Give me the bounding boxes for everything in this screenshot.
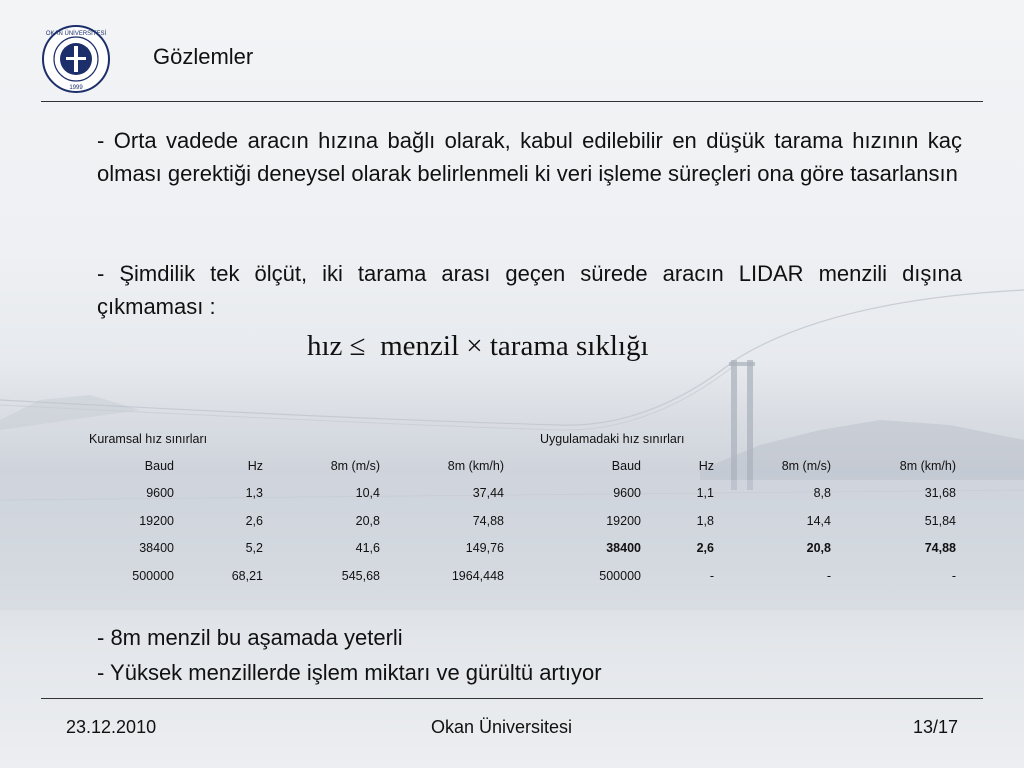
- table-cell: 545,68: [341, 568, 380, 583]
- table-cell: 38400: [606, 541, 641, 556]
- table-row: [540, 562, 956, 590]
- header-cell: 8m (km/h): [447, 458, 504, 473]
- table-left-header-row: [89, 452, 504, 480]
- table-cell: 9600: [613, 486, 641, 501]
- table-cell: 5,2: [245, 541, 263, 556]
- table-cell: 74,88: [472, 513, 504, 528]
- footer-page-number: 13/17: [913, 717, 959, 737]
- table-cell: -: [951, 568, 956, 583]
- table-cell: 500000: [132, 568, 174, 583]
- table-cell: 8,8: [813, 486, 831, 501]
- table-cell: 41,6: [355, 541, 380, 556]
- footer-date: 23.12.2010: [66, 717, 157, 737]
- header-cell: Baud: [611, 458, 641, 473]
- university-logo: [41, 24, 111, 94]
- table-row: [89, 535, 504, 563]
- table-cell: 1,1: [696, 486, 714, 501]
- table-right-caption: Uygulamadaki hız sınırları: [540, 432, 685, 446]
- table-cell: 20,8: [355, 513, 380, 528]
- table-cell: 31,68: [924, 486, 956, 501]
- table-cell: 37,44: [472, 486, 504, 501]
- table-cell: 20,8: [806, 541, 831, 556]
- table-cell: 1,8: [696, 513, 714, 528]
- footer-divider: [41, 698, 983, 699]
- table-row: [89, 480, 504, 508]
- table-cell: 74,88: [924, 541, 956, 556]
- footer-institution: Okan Üniversitesi: [431, 717, 573, 737]
- header-cell: 8m (m/s): [781, 458, 831, 473]
- table-cell: 2,6: [696, 541, 714, 556]
- table-row-highlighted: [540, 535, 956, 563]
- table-left-caption: Kuramsal hız sınırları: [89, 432, 208, 446]
- logo-text: OKAN ÜNİVERSİTESİ: [45, 31, 107, 37]
- table-cell: 38400: [139, 541, 174, 556]
- table-left: [89, 452, 504, 590]
- table-cell: 68,21: [231, 568, 263, 583]
- table-row: [89, 562, 504, 590]
- table-cell: -: [709, 568, 714, 583]
- table-cell: 1964,448: [451, 568, 504, 583]
- table-cell: 149,76: [465, 541, 504, 556]
- table-row: [540, 507, 956, 535]
- header-divider: [41, 101, 983, 102]
- table-row: [540, 480, 956, 508]
- logo-year: 1999: [69, 85, 83, 91]
- header-cell: Hz: [247, 458, 263, 473]
- formula: hız ≤ menzil × tarama sıklığı: [307, 330, 649, 362]
- table-cell: 9600: [146, 486, 174, 501]
- table-row: [89, 507, 504, 535]
- table-cell: 2,6: [245, 513, 263, 528]
- table-cell: -: [826, 568, 831, 583]
- bullet-1: - 8m menzil bu aşamada yeterli: [97, 625, 403, 650]
- header-cell: Hz: [698, 458, 714, 473]
- table-cell: 19200: [139, 513, 174, 528]
- paragraph-1: - Orta vadede aracın hızına bağlı olarak, kabul edilebilir en düşük tarama hızının kaç olması gerektiği deneysel olarak belirlenmeli ki veri işleme süreçleri ona göre tasarlansın: [97, 128, 962, 186]
- bullet-2: - Yüksek menzillerde işlem miktarı ve gürültü artıyor: [97, 660, 602, 685]
- table-cell: 10,4: [355, 486, 380, 501]
- table-cell: 19200: [606, 513, 641, 528]
- header-cell: 8m (m/s): [330, 458, 380, 473]
- table-cell: 14,4: [806, 513, 831, 528]
- paragraph-2: - Şimdilik tek ölçüt, iki tarama arası geçen sürede aracın LIDAR menzili dışına çıkmaması :: [97, 261, 962, 319]
- table-right-header-row: [540, 452, 956, 480]
- table-cell: 1,3: [245, 486, 263, 501]
- header-cell: Baud: [144, 458, 174, 473]
- slide-title: Gözlemler: [153, 44, 254, 69]
- header-cell: 8m (km/h): [899, 458, 956, 473]
- table-cell: 51,84: [924, 513, 956, 528]
- table-right: [540, 452, 956, 590]
- table-cell: 500000: [599, 568, 641, 583]
